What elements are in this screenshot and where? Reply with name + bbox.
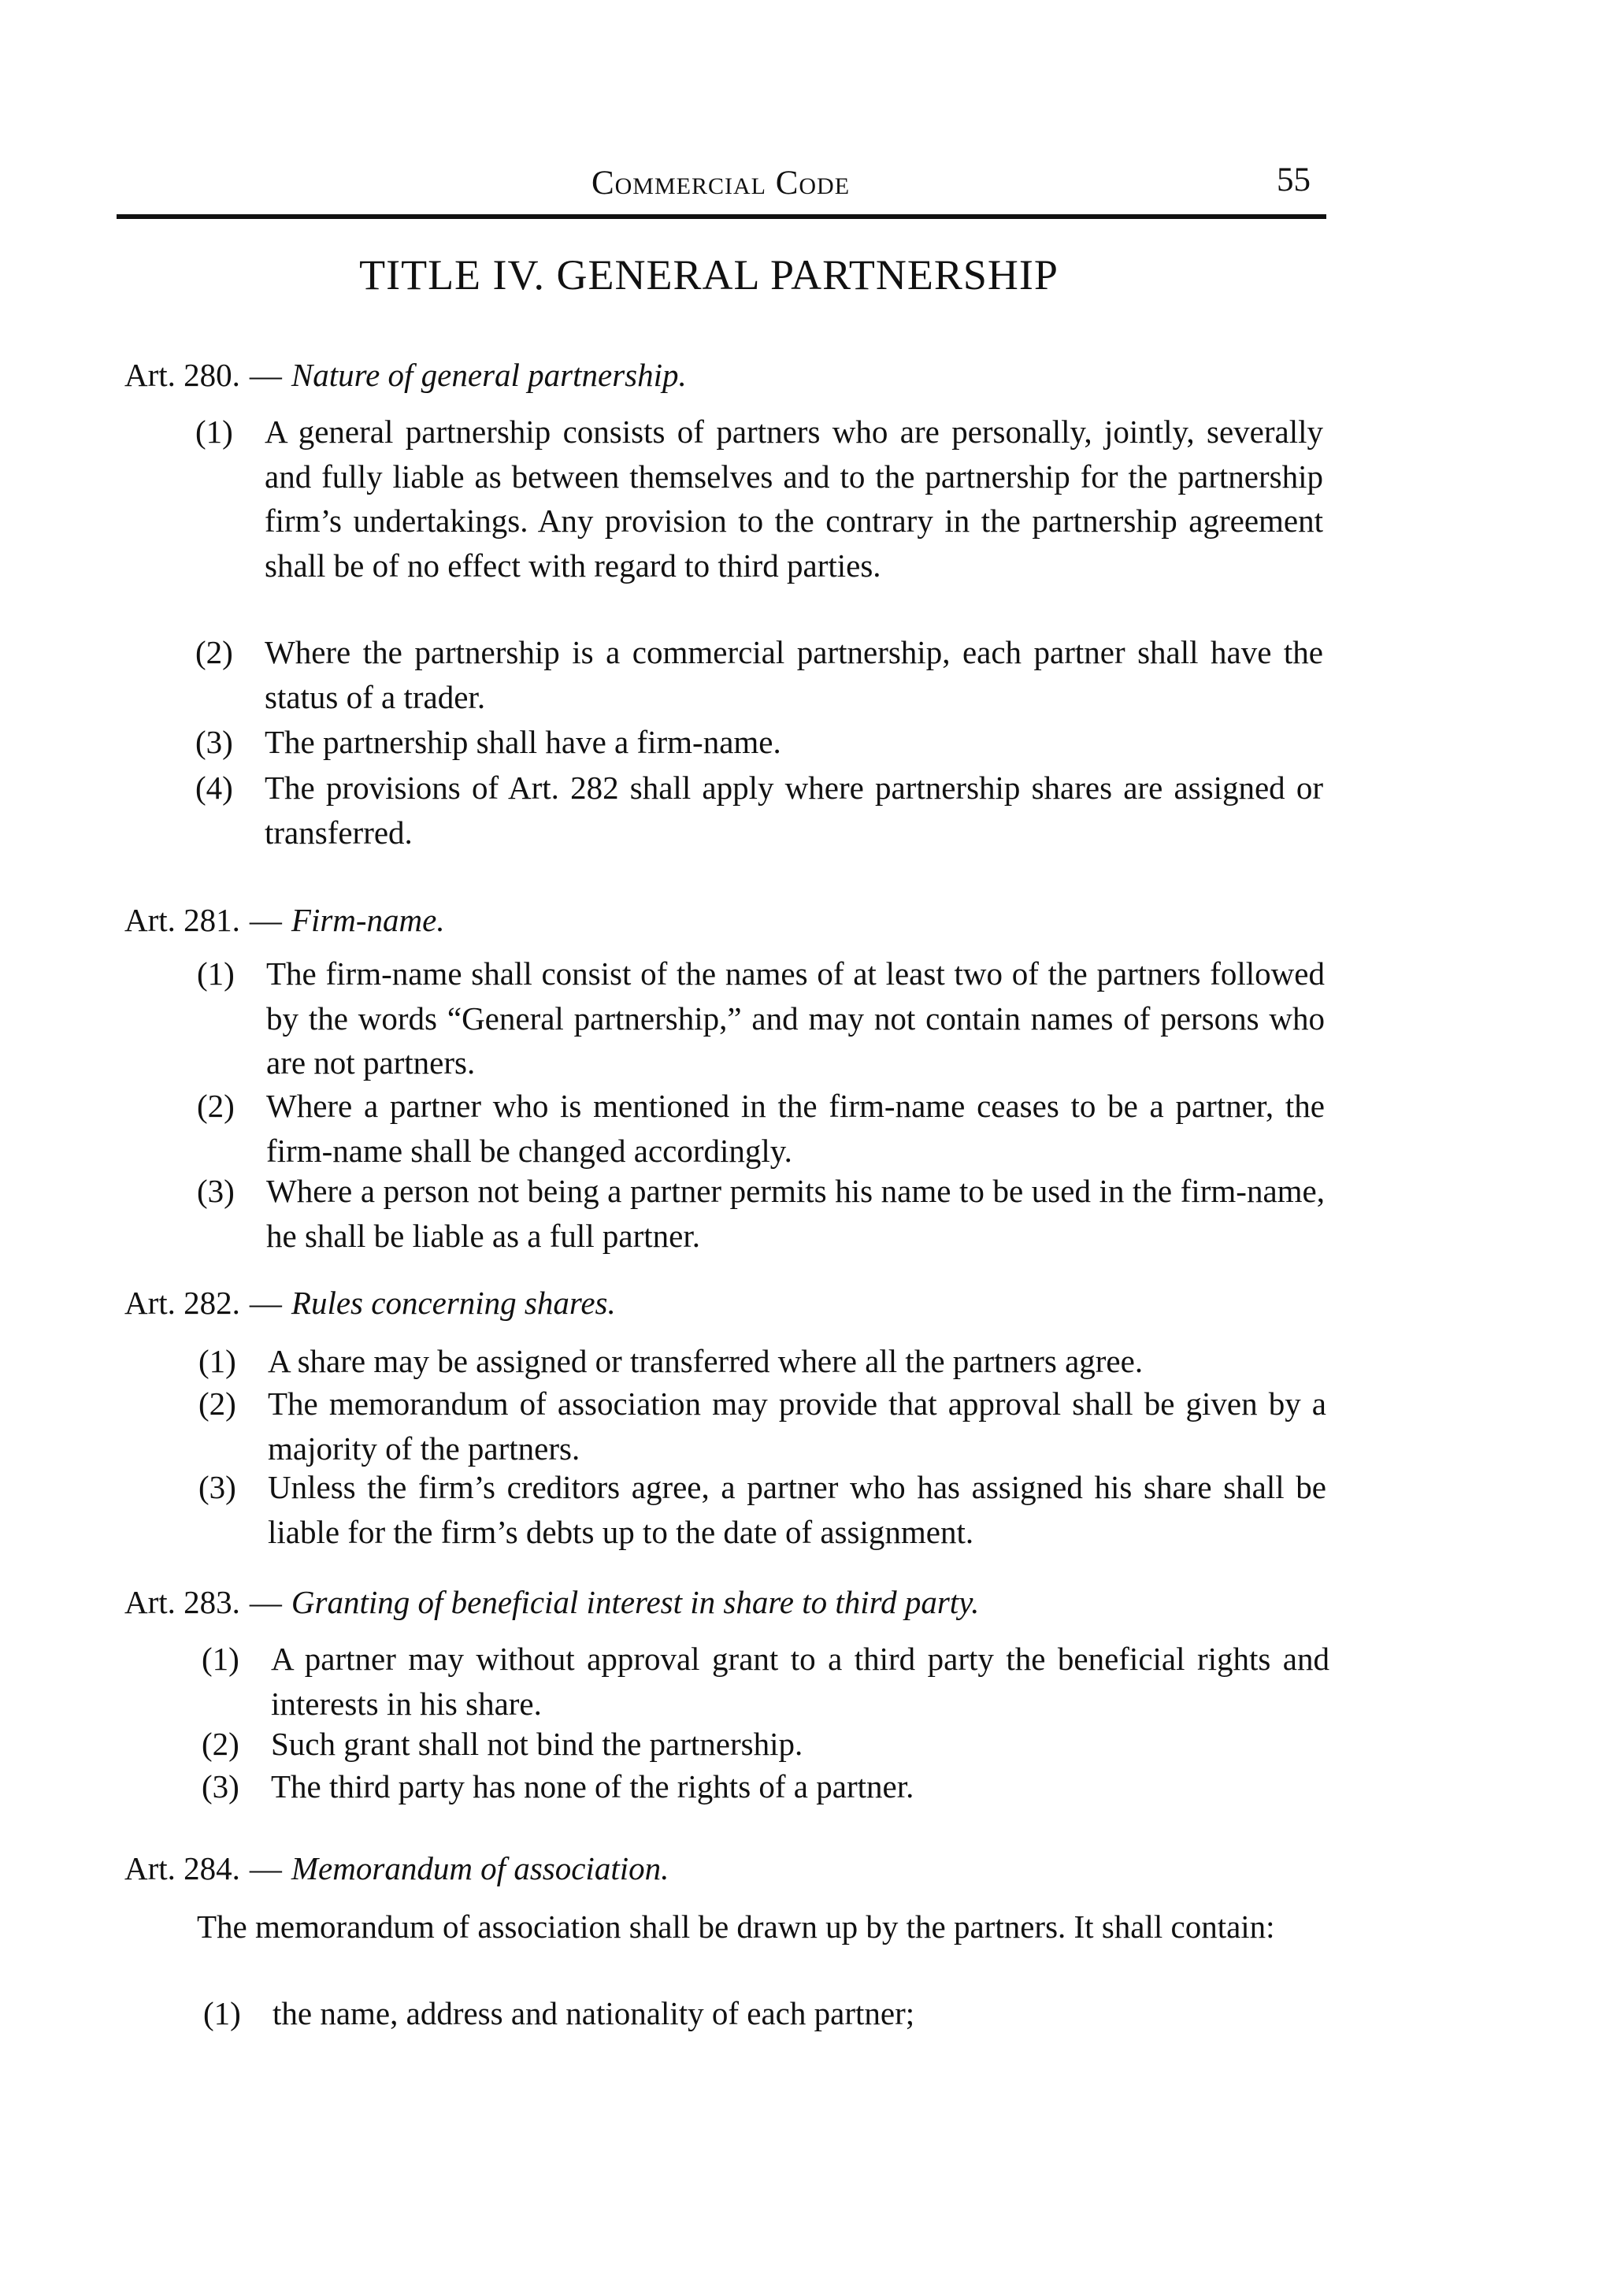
article-number: Art. 281. <box>124 902 240 938</box>
article-caption: Rules concerning shares. <box>291 1285 616 1321</box>
item-number: (1) <box>195 414 233 450</box>
article-item <box>202 1764 1329 1809</box>
article-number: Art. 283. <box>124 1584 240 1620</box>
article-heading <box>124 1583 979 1621</box>
article-dash: — <box>249 357 282 393</box>
item-text: Where a person not being a partner permits his name to be used in the firm-name, he shall be liable as a full partner. <box>266 1173 1325 1254</box>
article-intro: The memorandum of association shall be drawn up by the partners. It shall contain: <box>197 1908 1275 1945</box>
article-item <box>195 766 1323 855</box>
item-text: The provisions of Art. 282 shall apply where partnership shares are assigned or transferred. <box>265 770 1323 851</box>
item-number: (3) <box>197 1173 235 1209</box>
article-item <box>197 1084 1325 1173</box>
article-heading <box>124 1284 616 1322</box>
item-number: (3) <box>198 1469 236 1505</box>
article-heading <box>124 356 687 394</box>
item-number: (1) <box>203 1995 241 2031</box>
item-number: (2) <box>202 1726 239 1762</box>
article-number: Art. 282. <box>124 1285 240 1321</box>
item-text: the name, address and nationality of each partner; <box>273 1995 915 2031</box>
article-heading <box>124 901 445 939</box>
item-number: (3) <box>195 724 233 760</box>
item-text: The memorandum of association may provide that approval shall be given by a majority of the partners. <box>268 1385 1326 1467</box>
item-text: A partner may without approval grant to a third party the beneficial rights and interests in his share. <box>271 1641 1329 1722</box>
header-title: Commercial Code <box>591 165 851 202</box>
article-dash: — <box>249 1850 282 1886</box>
article-item <box>197 1169 1325 1258</box>
article-item <box>195 720 1323 765</box>
item-text: A general partnership consists of partners who are personally, jointly, severally and fully liable as between themselves and to the partnership for the partnership firm’s undertakings. Any provision to the contrary in the partnership agreement shall be of no effect with regard to third parties. <box>265 414 1323 584</box>
running-header <box>118 158 1323 205</box>
article-heading <box>124 1849 669 1887</box>
article-dash: — <box>249 902 282 938</box>
article-item <box>198 1382 1326 1471</box>
article-caption: Nature of general partnership. <box>291 357 687 393</box>
article-item <box>203 1991 1331 2036</box>
item-text: The partnership shall have a firm-name. <box>265 724 781 760</box>
item-number: (3) <box>202 1768 239 1805</box>
item-number: (4) <box>195 770 233 806</box>
article-number: Art. 284. <box>124 1850 240 1886</box>
title-heading: TITLE IV. GENERAL PARTNERSHIP <box>359 251 1059 299</box>
article-item <box>198 1339 1326 1384</box>
article-dash: — <box>249 1285 282 1321</box>
item-number: (1) <box>197 955 235 992</box>
item-number: (2) <box>197 1088 235 1124</box>
item-number: (2) <box>195 634 233 670</box>
item-text: Such grant shall not bind the partnership. <box>271 1726 803 1762</box>
item-text: The firm-name shall consist of the names of at least two of the partners followed by the words “General partnership,” and may not contain names of persons who are not partners. <box>266 955 1325 1081</box>
item-text: Unless the firm’s creditors agree, a partner who has assigned his share shall be liable for the firm’s debts up to the date of assignment. <box>268 1469 1326 1550</box>
item-text: Where a partner who is mentioned in the firm-name ceases to be a partner, the firm-name shall be changed accordingly. <box>266 1088 1325 1169</box>
item-text: The third party has none of the rights of a partner. <box>271 1768 914 1805</box>
page-number: 55 <box>1277 161 1311 198</box>
article-item <box>197 951 1325 1085</box>
item-text: A share may be assigned or transferred where all the partners agree. <box>268 1343 1144 1379</box>
article-dash: — <box>249 1584 282 1620</box>
article-item <box>195 630 1323 719</box>
article-number: Art. 280. <box>124 357 240 393</box>
article-caption: Memorandum of association. <box>291 1850 669 1886</box>
article-item <box>202 1722 1329 1767</box>
item-number: (1) <box>198 1343 236 1379</box>
article-item <box>195 410 1323 588</box>
article-item <box>202 1637 1329 1726</box>
header-rule <box>117 214 1326 219</box>
article-item <box>198 1465 1326 1554</box>
article-caption: Granting of beneficial interest in share to third party. <box>291 1584 980 1620</box>
item-number: (2) <box>198 1385 236 1422</box>
item-number: (1) <box>202 1641 239 1677</box>
item-text: Where the partnership is a commercial partnership, each partner shall have the status of a trader. <box>265 634 1323 715</box>
article-caption: Firm-name. <box>291 902 445 938</box>
